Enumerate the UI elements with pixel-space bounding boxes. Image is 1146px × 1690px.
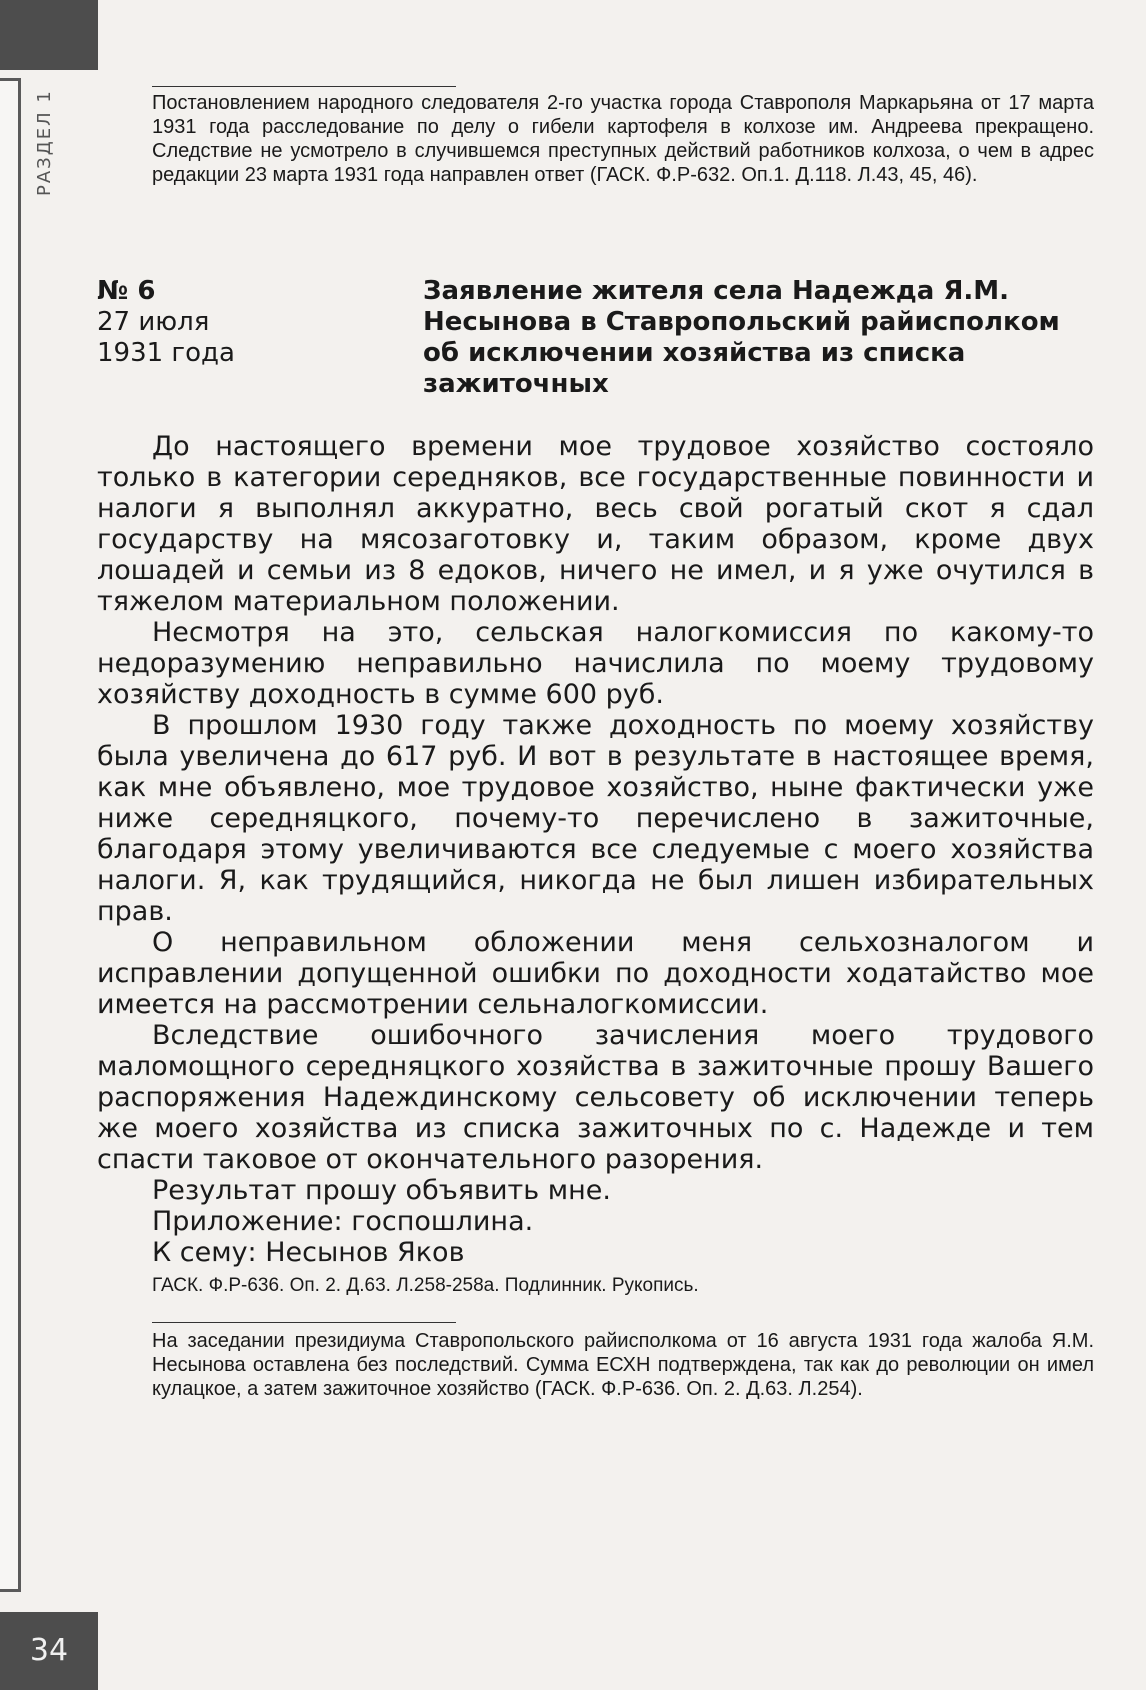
bottom-footnote: На заседании президиума Ставропольского райисполкома от 16 августа 1931 года жалоба Я.М. Несынова оставлена без последствий. Сумма ЕСХН подтверждена, так как до революции он имел кулацкое, а затем зажиточное хозяйство (ГАСК. Ф.Р-636. Оп. 2. Д.63. Л.254). (152, 1330, 1094, 1400)
paragraph: Несмотря на это, сельская налогкомиссия по какому-то недоразумению неправильно начислила по моему трудовому хозяйству доходность в сумме 600 руб. (97, 617, 1094, 710)
paragraph: В прошлом 1930 году также доходность по моему хозяйству была увеличена до 617 руб. И вот в результате в настоящее время, как мне объявлено, мое трудовое хозяйство, ныне фактически уже ниже середняцкого, почему-то перечислено в зажиточные, благодаря этому увеличиваются все следуемые с моего хозяйства налоги. Я, как трудящийся, никогда не был лишен избирательных прав. (97, 710, 1094, 927)
page-number: 34 (0, 1612, 98, 1690)
document-number: № 6 (97, 276, 156, 306)
corner-tab (0, 0, 98, 70)
document-body (97, 431, 1094, 1268)
document-title: Заявление жителя села Надежда Я.М. Несынова в Ставропольский райисполком об исключении хозяйства из списка зажиточных (423, 276, 1060, 399)
note-rule-top (152, 86, 456, 87)
document-meta (97, 276, 235, 369)
archive-source: ГАСК. Ф.Р-636. Оп. 2. Д.63. Л.258-258а. Подлинник. Рукопись. (152, 1275, 699, 1296)
signature-line: К сему: Несынов Яков (152, 1237, 465, 1268)
top-footnote: Постановлением народного следователя 2-го участка города Ставрополя Маркарьяна от 17 марта 1931 года расследование по делу о гибели картофеля в колхозе им. Андреева прекращено. Следствие не усмотрело в случившемся преступных действий работников колхоза, о чем в адрес редакции 23 марта 1931 года направлен ответ (ГАСК. Ф.Р-632. Оп.1. Д.118. Л.43, 45, 46). (152, 92, 1094, 186)
side-band (0, 78, 21, 1592)
closing-line: Приложение: госпошлина. (152, 1206, 534, 1237)
paragraph: До настоящего времени мое трудовое хозяйство состояло только в категории середняков, все государственные повинности и налоги я выполнял аккуратно, весь свой рогатый скот я сдал государству на мясозаготовку и, таким образом, кроме двух лошадей и семьи из 8 едоков, ничего не имел, и я уже очутился в тяжелом материальном положении. (97, 431, 1094, 617)
paragraph: О неправильном обложении меня сельхозналогом и исправлении допущенной ошибки по доходности ходатайство мое имеется на рассмотрении сельналогкомиссии. (97, 927, 1094, 1020)
closing-line: Результат прошу объявить мне. (152, 1175, 611, 1206)
paragraph: Вследствие ошибочного зачисления моего трудового маломощного середняцкого хозяйства в зажиточные прошу Вашего распоряжения Надеждинскому сельсовету об исключении теперь же моего хозяйства из списка зажиточных по с. Надежде и тем спасти таковое от окончательного разорения. (97, 1020, 1094, 1175)
section-label: РАЗДЕЛ 1 (34, 89, 55, 196)
document-date-day: 27 июля (97, 307, 210, 337)
document-date-year: 1931 года (97, 338, 235, 368)
note-rule-bottom (152, 1322, 456, 1323)
